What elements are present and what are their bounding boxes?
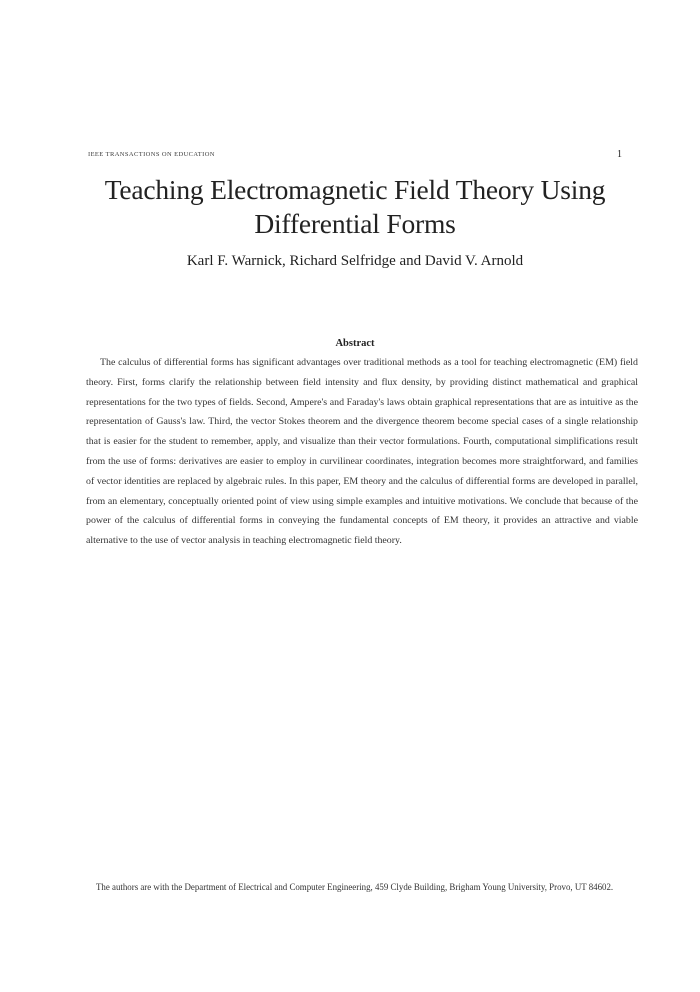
author-affiliation-footnote	[86, 878, 638, 895]
paper-title: Teaching Electromagnetic Field Theory Using Differential Forms	[104, 174, 606, 239]
abstract-body: The calculus of differential forms has significant advantages over traditional methods as a tool for teaching electromagnetic (EM) field theory. First, forms clarify the relationship between field intensity and flux density, by providing distinct mathematical and graphical representations for the two types of fields. Second, Ampere's and Faraday's laws obtain graphical representations that are as intuitive as the representation of Gauss's law. Third, the vector Stokes theorem and the divergence theorem become special cases of a single relationship that is easier for the student to remember, apply, and visualize than their vector formulations. Fourth, computational simplifications result from the use of forms: derivatives are easier to employ in curvilinear coordinates, integration becomes more straightforward, and families of vector identities are replaced by algebraic rules. In this paper, EM theory and the calculus of differential forms are developed in parallel, from an elementary, conceptually oriented point of view using simple examples and intuitive motivations. We conclude that because of the power of the calculus of differential forms in conveying the fundamental concepts of EM theory, it provides an attractive and viable alternative to the use of vector analysis in teaching electromagnetic field theory.	[86, 357, 638, 547]
page-number: 1	[617, 148, 622, 160]
footnote-text: The authors are with the Department of Electrical and Computer Engineering, 459 Clyde Building, Brigham Young University, Provo, UT 84602.	[96, 881, 614, 892]
abstract-heading: Abstract	[335, 338, 375, 349]
running-head-title: IEEE TRANSACTIONS ON EDUCATION	[88, 150, 215, 158]
running-head	[88, 148, 622, 160]
author-list: Karl F. Warnick, Richard Selfridge and David V. Arnold	[186, 253, 524, 269]
